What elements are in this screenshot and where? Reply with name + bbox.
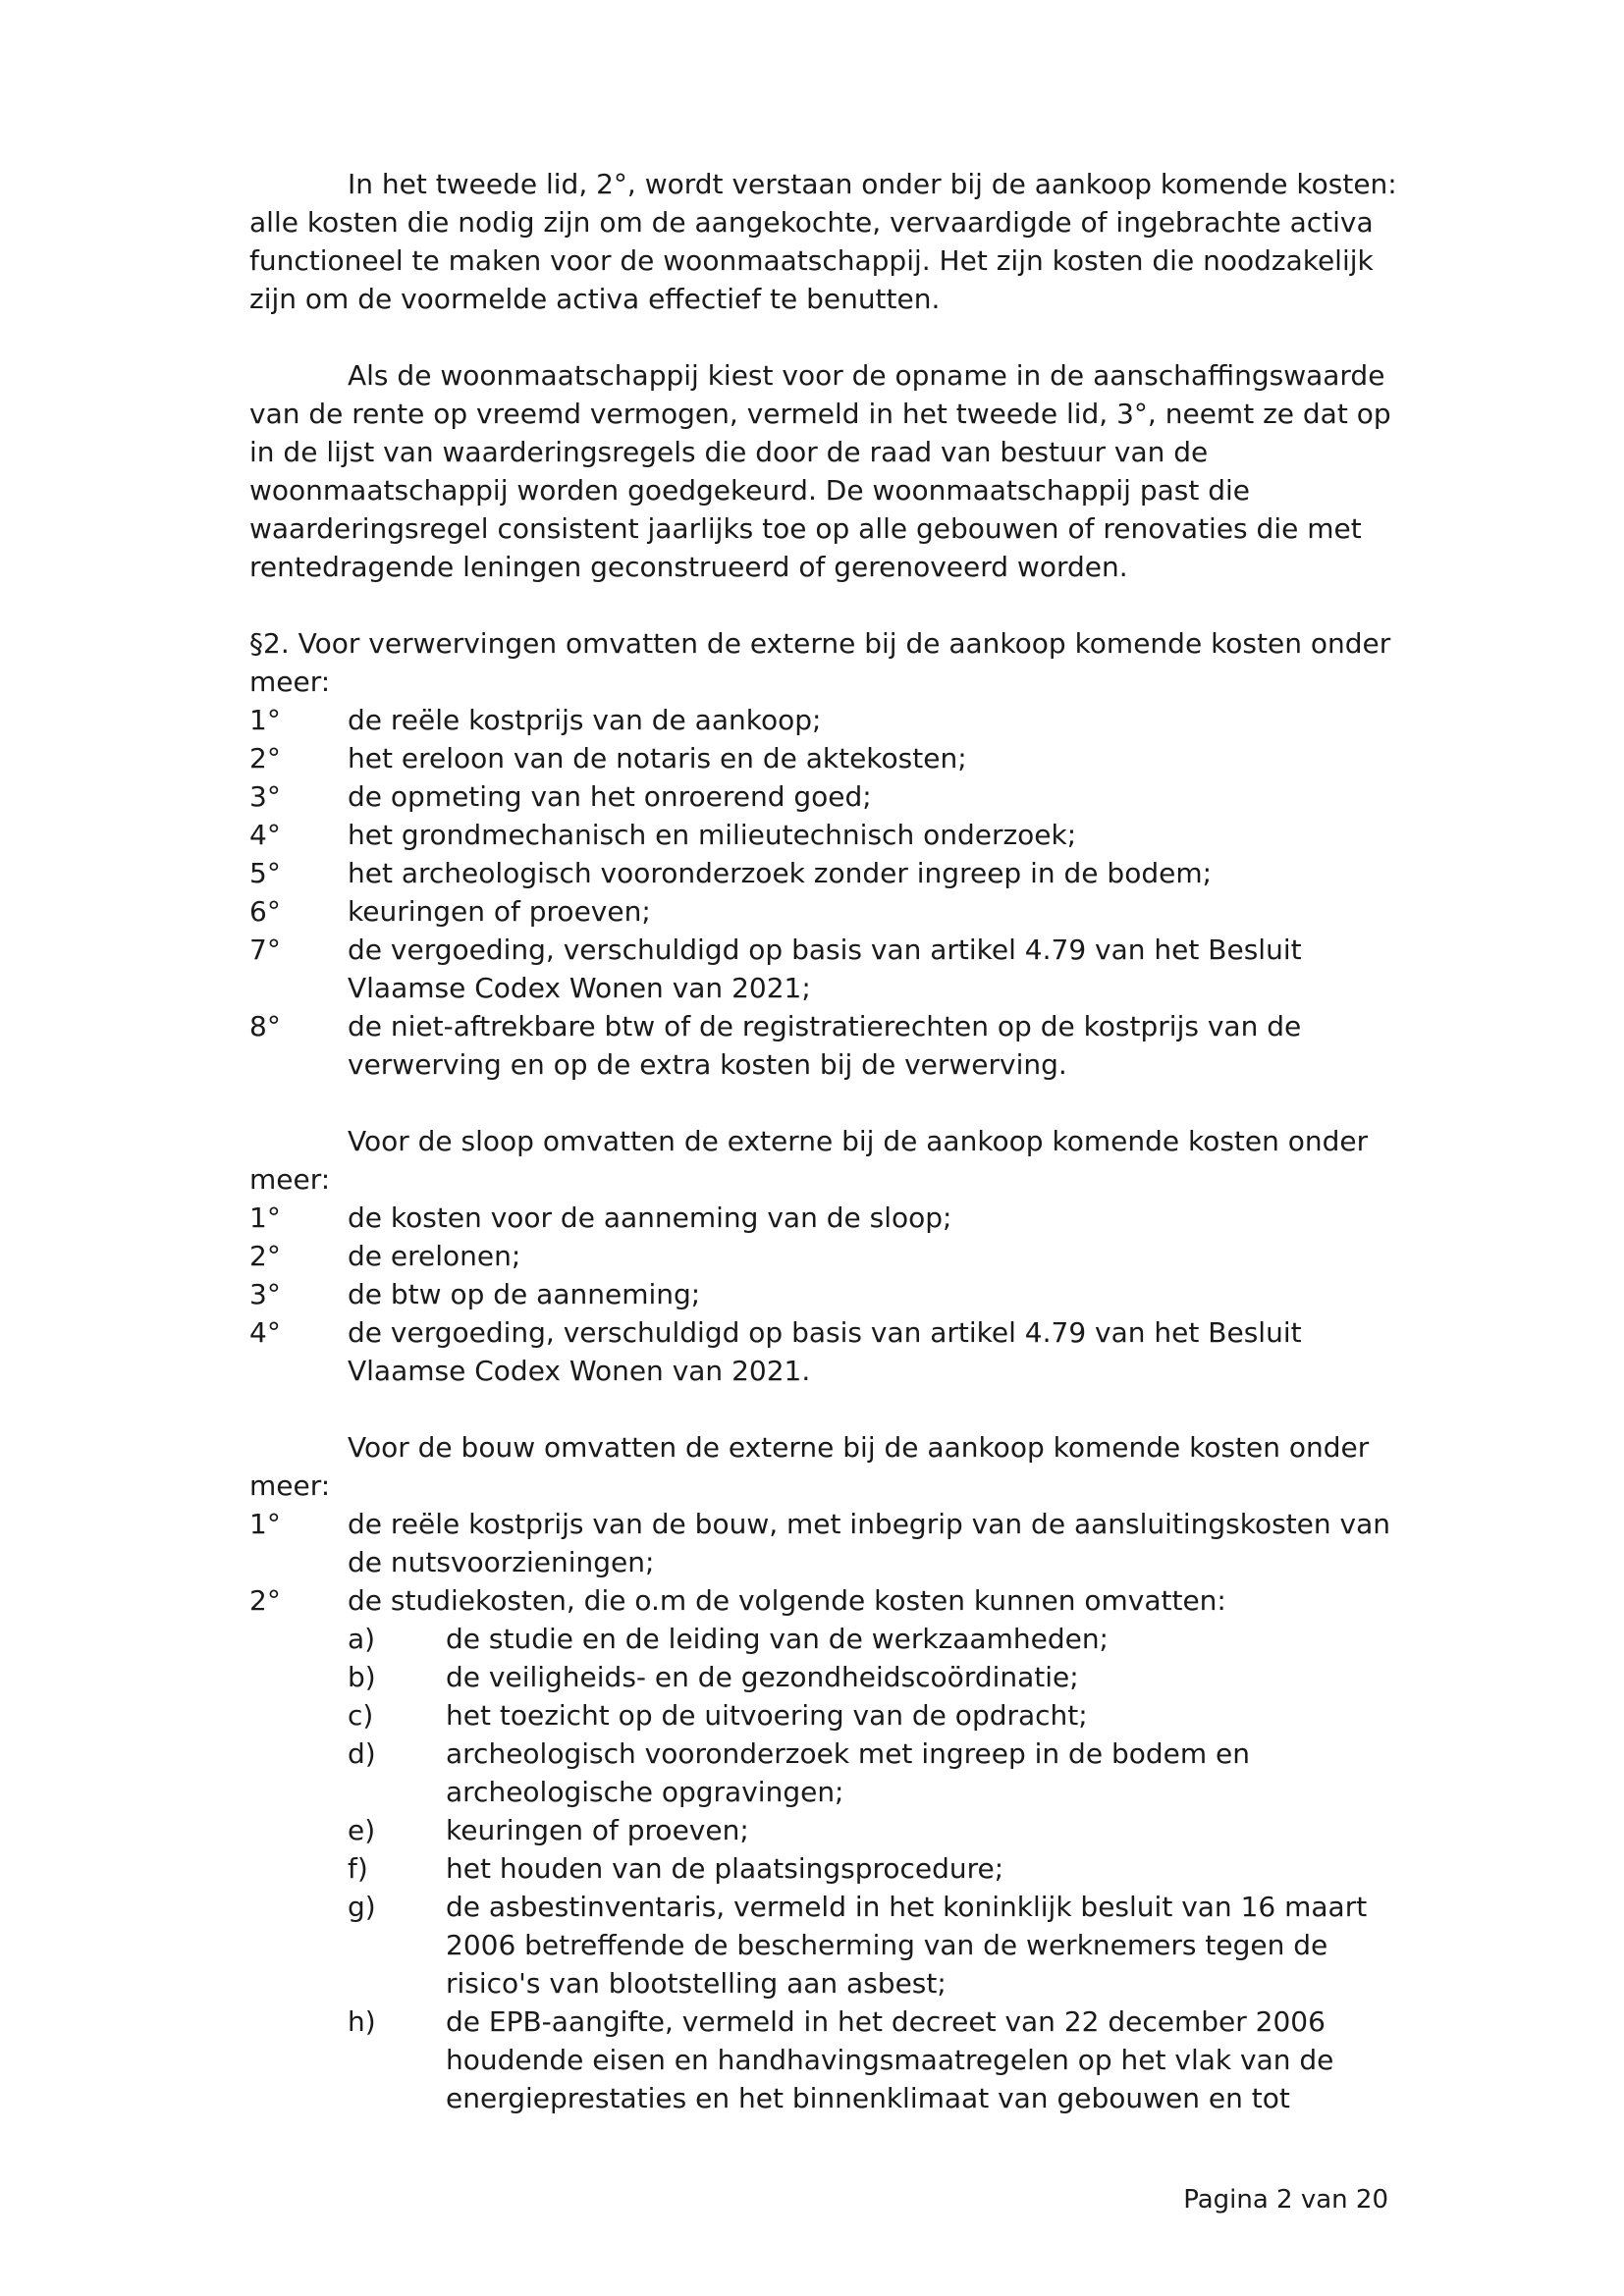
demolition-cost-item [249, 1275, 1388, 1313]
paragraph-gap [249, 318, 1388, 356]
acquisition-cost-item-number: 8° [249, 1010, 281, 1042]
study-cost-item [249, 1773, 1388, 1811]
demolition-intro-line: Voor de sloop omvatten de externe bij de aankoop komende kosten onder [348, 1125, 1369, 1157]
demolition-cost-item-number: 3° [249, 1278, 281, 1310]
study-cost-item-text: houdende eisen en handhavingsmaatregelen op het vlak van de [446, 2044, 1334, 2076]
paragraph-interest-line: in de lijst van waarderingsregels die door de raad van bestuur van de [249, 436, 1209, 468]
study-cost-item-number: f) [348, 1852, 368, 1885]
page-number: Pagina 2 van 20 [1183, 2185, 1388, 2215]
study-cost-item [249, 1811, 1388, 1849]
study-cost-item-text: archeologische opgravingen; [446, 1776, 844, 1808]
paragraph-gap [249, 586, 1388, 624]
study-cost-item-number: c) [348, 1699, 374, 1732]
acquisition-cost-item-text: keuringen of proeven; [348, 895, 651, 928]
study-cost-item-text: het toezicht op de uitvoering van de opdracht; [446, 1699, 1088, 1732]
acquisition-cost-item [249, 892, 1388, 931]
construction-intro-line: meer: [249, 1469, 331, 1502]
acquisition-cost-item-number: 4° [249, 819, 281, 851]
acquisition-cost-item-number: 2° [249, 742, 281, 774]
acquisition-cost-item [249, 777, 1388, 816]
acquisition-cost-item-text: Vlaamse Codex Wonen van 2021; [348, 972, 811, 1004]
study-cost-item-number: h) [348, 2005, 376, 2038]
paragraph-interest-line: woonmaatschappij worden goedgekeurd. De woonmaatschappij past die [249, 474, 1250, 507]
demolition-cost-item [249, 1237, 1388, 1275]
section-2-intro-line: meer: [249, 666, 331, 698]
study-cost-item-number: d) [348, 1737, 376, 1770]
study-cost-item-text: energieprestaties en het binnenklimaat van gebouwen en tot [446, 2082, 1290, 2114]
acquisition-cost-item-text: het grondmechanisch en milieutechnisch onderzoek; [348, 819, 1077, 851]
study-cost-item [249, 1888, 1388, 1926]
demolition-intro-line: meer: [249, 1163, 331, 1196]
paragraph-interest-line: rentedragende leningen geconstrueerd of gerenoveerd worden. [249, 551, 1128, 583]
acquisition-cost-item-text: de vergoeding, verschuldigd op basis van artikel 4.79 van het Besluit [348, 934, 1302, 966]
demolition-cost-item-text: de erelonen; [348, 1240, 521, 1272]
study-cost-item [249, 1658, 1388, 1696]
acquisition-cost-item-number: 1° [249, 704, 281, 736]
study-cost-item-text: de asbestinventaris, vermeld in het koninklijk besluit van 16 maart [446, 1891, 1368, 1923]
construction-cost-item-number: 2° [249, 1584, 281, 1617]
demolition-cost-item-number: 1° [249, 1201, 281, 1234]
demolition-cost-item-text: de btw op de aanneming; [348, 1278, 701, 1310]
paragraph-purchase-costs-line: alle kosten die nodig zijn om de aangekochte, vervaardigde of ingebrachte activa [249, 206, 1374, 239]
paragraph-interest-line: Als de woonmaatschappij kiest voor de opname in de aanschaffingswaarde [348, 359, 1385, 392]
study-cost-item [249, 1735, 1388, 1773]
acquisition-cost-item-number: 6° [249, 895, 281, 928]
acquisition-cost-item [249, 969, 1388, 1007]
demolition-cost-item [249, 1199, 1388, 1237]
construction-cost-item-text: de nutsvoorzieningen; [348, 1546, 655, 1578]
acquisition-cost-item-text: de niet-aftrekbare btw of de registratierechten op de kostprijs van de [348, 1010, 1302, 1042]
construction-cost-item-text: de reële kostprijs van de bouw, met inbegrip van de aansluitingskosten van [348, 1508, 1391, 1540]
acquisition-cost-item [249, 739, 1388, 777]
paragraph-purchase-costs-line: zijn om de voormelde activa effectief te benutten. [249, 283, 941, 315]
study-cost-item-number: e) [348, 1814, 376, 1846]
study-cost-item-text: keuringen of proeven; [446, 1814, 749, 1846]
study-cost-item [249, 1620, 1388, 1658]
acquisition-cost-item-number: 5° [249, 857, 281, 889]
study-cost-item-text: archeologisch vooronderzoek met ingreep in de bodem en [446, 1737, 1251, 1770]
acquisition-cost-item [249, 854, 1388, 892]
acquisition-cost-item-text: het ereloon van de notaris en de aktekosten; [348, 742, 967, 774]
study-cost-item-number: b) [348, 1661, 376, 1693]
paragraph-purchase-costs-line: In het tweede lid, 2°, wordt verstaan onder bij de aankoop komende kosten: [348, 168, 1397, 200]
study-cost-item-text: 2006 betreffende de bescherming van de werknemers tegen de [446, 1929, 1328, 1961]
study-cost-item [249, 1849, 1388, 1888]
acquisition-cost-item-number: 3° [249, 780, 281, 813]
construction-intro-line: Voor de bouw omvatten de externe bij de aankoop komende kosten onder [348, 1431, 1370, 1464]
study-cost-item [249, 1926, 1388, 1964]
acquisition-cost-item-number: 7° [249, 934, 281, 966]
study-cost-item-text: de EPB-aangifte, vermeld in het decreet van 22 december 2006 [446, 2005, 1326, 2038]
paragraph-interest-line: van de rente op vreemd vermogen, vermeld in het tweede lid, 3°, neemt ze dat op [249, 398, 1391, 430]
acquisition-cost-item-text: verwerving en op de extra kosten bij de verwerving. [348, 1048, 1067, 1081]
body-text [249, 165, 1397, 2117]
paragraph-gap [249, 1084, 1388, 1122]
study-cost-item-text: de veiligheids- en de gezondheidscoördinatie; [446, 1661, 1079, 1693]
construction-cost-item-number: 1° [249, 1508, 281, 1540]
paragraph-gap [249, 1390, 1388, 1428]
study-cost-item-text: risico's van blootstelling aan asbest; [446, 1967, 947, 2000]
section-2-intro-line: §2. Voor verwervingen omvatten de externe bij de aankoop komende kosten onder [249, 627, 1391, 660]
acquisition-cost-item [249, 931, 1388, 969]
construction-cost-item [249, 1543, 1388, 1581]
demolition-cost-item-number: 4° [249, 1316, 281, 1349]
demolition-cost-item-text: de kosten voor de aanneming van de sloop; [348, 1201, 952, 1234]
study-cost-item [249, 1964, 1388, 2002]
demolition-cost-item-text: de vergoeding, verschuldigd op basis van artikel 4.79 van het Besluit [348, 1316, 1302, 1349]
acquisition-cost-item [249, 1045, 1388, 1084]
study-cost-item-number: a) [348, 1623, 376, 1655]
acquisition-cost-item-text: het archeologisch vooronderzoek zonder ingreep in de bodem; [348, 857, 1213, 889]
paragraph-interest-line: waarderingsregel consistent jaarlijks toe op alle gebouwen of renovaties die met [249, 512, 1362, 545]
acquisition-cost-item-text: de reële kostprijs van de aankoop; [348, 704, 822, 736]
demolition-cost-item [249, 1352, 1388, 1390]
paragraph-purchase-costs-line: functioneel te maken voor de woonmaatschappij. Het zijn kosten die noodzakelijk [249, 244, 1374, 277]
study-cost-item [249, 2041, 1388, 2079]
study-cost-item-text: het houden van de plaatsingsprocedure; [446, 1852, 1004, 1885]
study-cost-item-number: g) [348, 1891, 376, 1923]
demolition-cost-item [249, 1313, 1388, 1352]
construction-cost-item [249, 1505, 1391, 1543]
acquisition-cost-item [249, 701, 1388, 739]
demolition-cost-item-number: 2° [249, 1240, 281, 1272]
acquisition-cost-item [249, 1007, 1388, 1045]
construction-cost-item [249, 1581, 1388, 1620]
demolition-cost-item-text: Vlaamse Codex Wonen van 2021. [348, 1355, 811, 1387]
study-cost-item [249, 2079, 1388, 2117]
construction-cost-item-text: de studiekosten, die o.m de volgende kosten kunnen omvatten: [348, 1584, 1226, 1617]
acquisition-cost-item-text: de opmeting van het onroerend goed; [348, 780, 872, 813]
study-cost-item [249, 1696, 1388, 1735]
study-cost-item-text: de studie en de leiding van de werkzaamheden; [446, 1623, 1109, 1655]
acquisition-cost-item [249, 816, 1388, 854]
study-cost-item [249, 2002, 1388, 2041]
